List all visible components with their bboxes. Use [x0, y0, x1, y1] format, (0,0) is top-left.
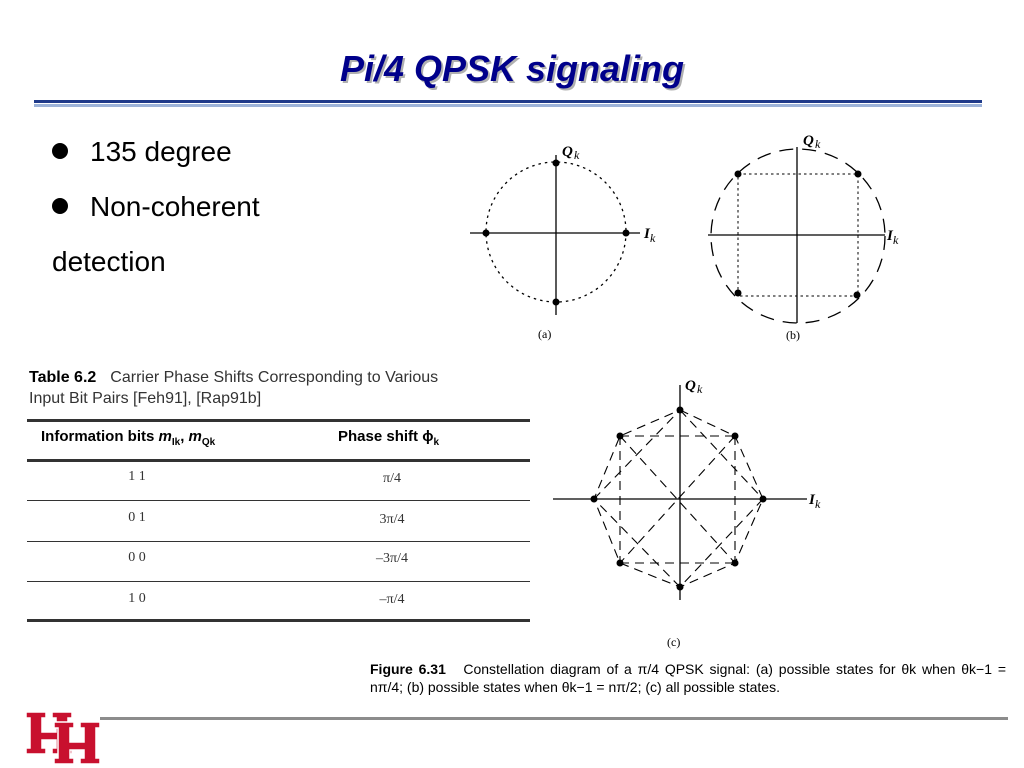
q-axis-sub-b: k	[815, 137, 821, 151]
constellation-a	[470, 144, 656, 341]
table-number: Table 6.2	[29, 369, 97, 386]
table-cell-bits: 0 1	[128, 510, 146, 525]
bullet-dot-icon	[52, 143, 68, 159]
figure-caption-text: Constellation diagram of a π/4 QPSK signal: (a) possible states for θk when θk−1 = nπ/4; (b) possible states when θk−1 = nπ/2; (c) all possible states.	[370, 661, 1007, 695]
table-row-rule	[27, 581, 530, 582]
table-top-rule	[27, 419, 530, 422]
q-axis-sub-c: k	[697, 382, 703, 396]
phase-shift-table	[27, 365, 532, 630]
figure-label-a: (a)	[538, 327, 552, 341]
q-axis-label-b: Q	[803, 133, 814, 149]
table-cell-bits: 1 0	[128, 591, 146, 606]
figure-label-c: (c)	[667, 635, 681, 649]
q-axis-label-c: Q	[685, 378, 696, 394]
table-title-line2: Input Bit Pairs [Feh91], [Rap91b]	[29, 390, 262, 407]
i-axis-label-c: I	[809, 492, 815, 508]
table-cell-phase: π/4	[383, 471, 401, 486]
table-row-rule	[27, 541, 530, 542]
table-title-line1: Carrier Phase Shifts Corresponding to Various	[110, 369, 439, 386]
table-caption	[29, 367, 529, 409]
bullet-item	[52, 136, 232, 168]
table-row-rule	[27, 500, 530, 501]
figure-caption	[370, 660, 1006, 696]
bullet-item	[52, 191, 260, 223]
q-axis-label-a: Q	[562, 144, 573, 160]
footer-divider	[100, 717, 1008, 720]
table-header-rule	[27, 459, 530, 462]
slide-title: Pi/4 QPSK signaling	[339, 48, 685, 89]
table-cell-phase: 3π/4	[379, 512, 405, 527]
i-axis-label-a: I	[644, 226, 650, 242]
bullet-dot-icon	[52, 198, 68, 214]
column-header-bits: Information bits $m_{Ik}$, $m_{Qk}$	[41, 428, 216, 448]
table-cell-bits: 0 0	[128, 550, 146, 565]
table-cell-bits: 1 1	[128, 469, 146, 484]
table-cell-phase: –3π/4	[376, 551, 408, 566]
i-axis-sub-b: k	[893, 233, 899, 247]
title-divider	[34, 100, 982, 109]
table-cell-phase: –π/4	[379, 592, 405, 607]
bullet-text: Non-coherent	[90, 191, 260, 222]
constellation-b	[708, 133, 899, 342]
i-axis-sub-a: k	[650, 231, 656, 245]
constellation-c	[545, 365, 835, 655]
constellation-figures-ab	[460, 125, 910, 350]
table-bottom-rule	[27, 619, 530, 622]
i-axis-label-b: I	[887, 228, 893, 244]
figure-label-b: (b)	[786, 328, 800, 342]
q-axis-sub-a: k	[574, 148, 580, 162]
column-header-phase: Phase shift $\phi_k$	[338, 428, 440, 448]
bullet-text: 135 degree	[90, 136, 232, 167]
university-logo-icon	[24, 710, 104, 766]
figure-number: Figure 6.31	[370, 661, 446, 677]
bullet-continuation: detection	[52, 246, 166, 277]
i-axis-sub-c: k	[815, 497, 821, 511]
